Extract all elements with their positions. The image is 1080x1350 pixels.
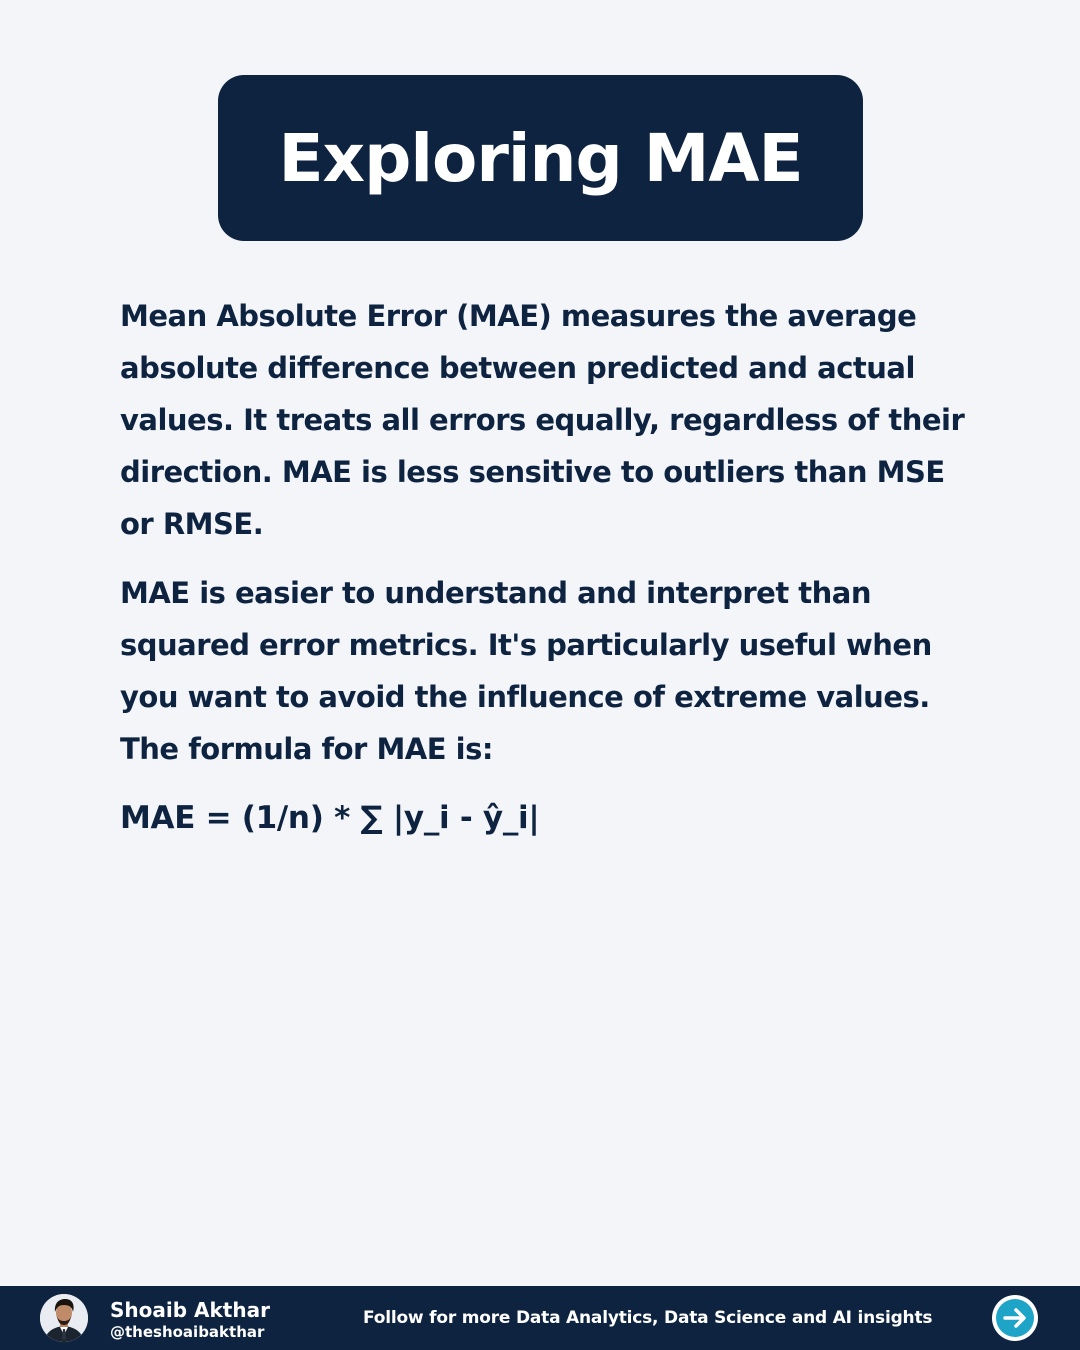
mae-formula: MAE = (1/n) * ∑ |y_i - ŷ_i| xyxy=(120,800,540,836)
page-title: Exploring MAE xyxy=(278,119,803,197)
author-name: Shoaib Akthar xyxy=(110,1298,270,1322)
follow-cta: Follow for more Data Analytics, Data Science and AI insights xyxy=(363,1308,933,1328)
profile-photo-icon xyxy=(40,1294,88,1342)
paragraph-usage: MAE is easier to understand and interpret than squared error metrics. It's particularly useful when you want to avoid the influence of extreme values. The formula for MAE is: xyxy=(120,576,932,766)
author-handle: @theshoaibakthar xyxy=(110,1323,265,1341)
paragraph-definition: Mean Absolute Error (MAE) measures the average absolute difference between predicted and actual values. It treats all errors equally, regardless of their direction. MAE is less sensitive to outliers than MSE or RMSE. xyxy=(120,299,965,541)
main-content xyxy=(120,290,970,844)
arrow-right-circle-icon xyxy=(992,1295,1038,1341)
title-banner xyxy=(218,75,863,241)
footer-bar xyxy=(0,1286,1080,1350)
next-slide-button[interactable] xyxy=(992,1295,1038,1341)
